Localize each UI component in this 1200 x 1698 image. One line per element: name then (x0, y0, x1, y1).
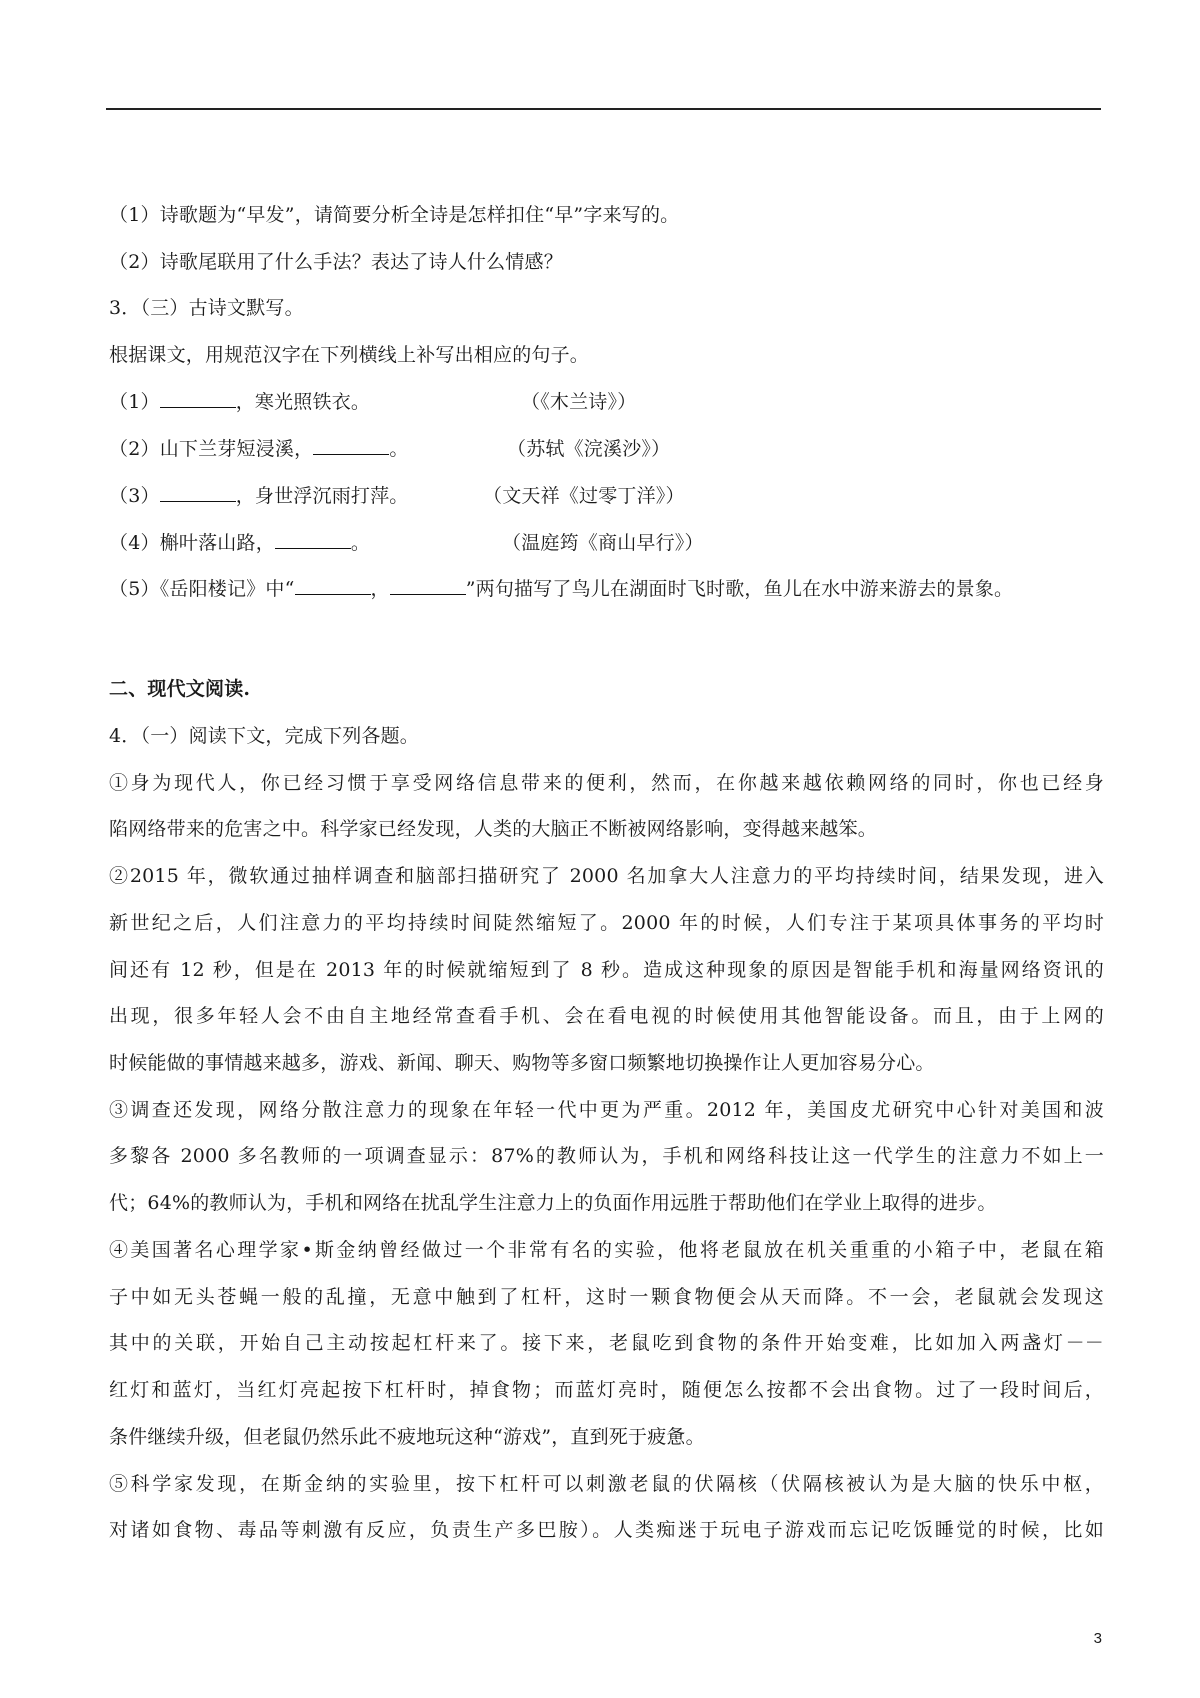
fill-item-3: （3） ，身世浮沉雨打萍。 （文天祥《过零丁洋》） (109, 485, 685, 507)
passage-line: 条件继续升级，但老鼠仍然乐此不疲地玩这种“游戏”，直到死于疲惫。 (109, 1426, 705, 1448)
fill-item-5: （5）《岳阳楼记》中“ ， ”两句描写了鸟儿在湖面时飞时歌，鱼儿在水中游来游去的景象。 (109, 578, 1014, 600)
q2-sub2: （2）诗歌尾联用了什么手法？表达了诗人什么情感？ (109, 251, 563, 273)
source-citation: （温庭筠《商山早行》） (502, 532, 704, 554)
source-citation: （文天祥《过零丁洋》） (483, 485, 685, 507)
passage-line: ③调查还发现，网络分散注意力的现象在年轻一代中更为严重。2012 年，美国皮尤研究中心针对美国和波 (109, 1099, 1104, 1121)
passage-line: 多黎各 2000 多名教师的一项调查显示：87%的教师认为，手机和网络科技让这一代学生的注意力不如上一 (109, 1145, 1104, 1167)
q4-title: 4．（一）阅读下文，完成下列各题。 (109, 725, 419, 747)
answer-blank[interactable] (313, 436, 389, 455)
passage-line: 其中的关联，开始自己主动按起杠杆来了。接下来，老鼠吃到食物的条件开始变难，比如加入两盏灯－－ (109, 1332, 1104, 1354)
fill-item-2: （2）山下兰芽短浸溪， 。 （苏轼《浣溪沙》） (109, 438, 671, 460)
answer-blank[interactable] (390, 576, 466, 595)
passage-line: 子中如无头苍蝇一般的乱撞，无意中触到了杠杆，这时一颗食物便会从天而降。不一会，老鼠就会发现这 (109, 1286, 1104, 1308)
passage-line: 陷网络带来的危害之中。科学家已经发现，人类的大脑正不断被网络影响，变得越来越笨。 (109, 818, 878, 840)
fill-item-4: （4）槲叶落山路， 。 （温庭筠《商山早行》） (109, 532, 704, 554)
q2-sub1: （1）诗歌题为“早发”，请简要分析全诗是怎样扣住“早”字来写的。 (109, 204, 680, 226)
passage-line: 间还有 12 秒，但是在 2013 年的时候就缩短到了 8 秒。造成这种现象的原因是智能手机和海量网络资讯的 (109, 959, 1104, 981)
answer-blank[interactable] (275, 530, 351, 549)
answer-blank[interactable] (295, 576, 371, 595)
passage-line: ②2015 年，微软通过抽样调查和脑部扫描研究了 2000 名加拿大人注意力的平均持续时间，结果发现，进入 (109, 865, 1104, 887)
passage-line: 出现，很多年轻人会不由自主地经常查看手机、会在看电视的时候使用其他智能设备。而且，由于上网的 (109, 1005, 1104, 1027)
passage-line: 时候能做的事情越来越多，游戏、新闻、聊天、购物等多窗口频繁地切换操作让人更加容易分心。 (109, 1052, 935, 1074)
q3-instruction: 根据课文，用规范汉字在下列横线上补写出相应的句子。 (109, 344, 590, 366)
passage-line: 代；64%的教师认为，手机和网络在扰乱学生注意力上的负面作用远胜于帮助他们在学业上取得的进步。 (109, 1192, 997, 1214)
fill-item-1: （1） ，寒光照铁衣。 （《木兰诗》） (109, 391, 637, 413)
answer-blank[interactable] (160, 389, 236, 408)
passage-line: 对诸如食物、毒品等刺激有反应，负责生产多巴胺）。人类痴迷于玩电子游戏而忘记吃饭睡觉的时候，比如 (109, 1519, 1104, 1541)
passage-line: ①身为现代人，你已经习惯于享受网络信息带来的便利，然而，在你越来越依赖网络的同时，你也已经身 (109, 772, 1104, 794)
section-heading: 二、现代文阅读. (109, 678, 251, 700)
source-citation: （《木兰诗》） (521, 391, 637, 413)
header-rule (106, 108, 1101, 110)
page-number: 3 (1093, 1630, 1102, 1647)
answer-blank[interactable] (160, 483, 236, 502)
passage-line: ⑤科学家发现，在斯金纳的实验里，按下杠杆可以刺激老鼠的伏隔核（伏隔核被认为是大脑的快乐中枢， (109, 1473, 1104, 1495)
passage-line: 新世纪之后，人们注意力的平均持续时间陡然缩短了。2000 年的时候，人们专注于某项具体事务的平均时 (109, 912, 1104, 934)
passage-line: ④美国著名心理学家•斯金纳曾经做过一个非常有名的实验，他将老鼠放在机关重重的小箱子中，老鼠在箱 (109, 1239, 1104, 1261)
passage-line: 红灯和蓝灯，当红灯亮起按下杠杆时，掉食物；而蓝灯亮时，随便怎么按都不会出食物。过了一段时间后， (109, 1379, 1104, 1401)
source-citation: （苏轼《浣溪沙》） (507, 438, 671, 460)
q3-title: 3．（三）古诗文默写。 (109, 297, 304, 319)
